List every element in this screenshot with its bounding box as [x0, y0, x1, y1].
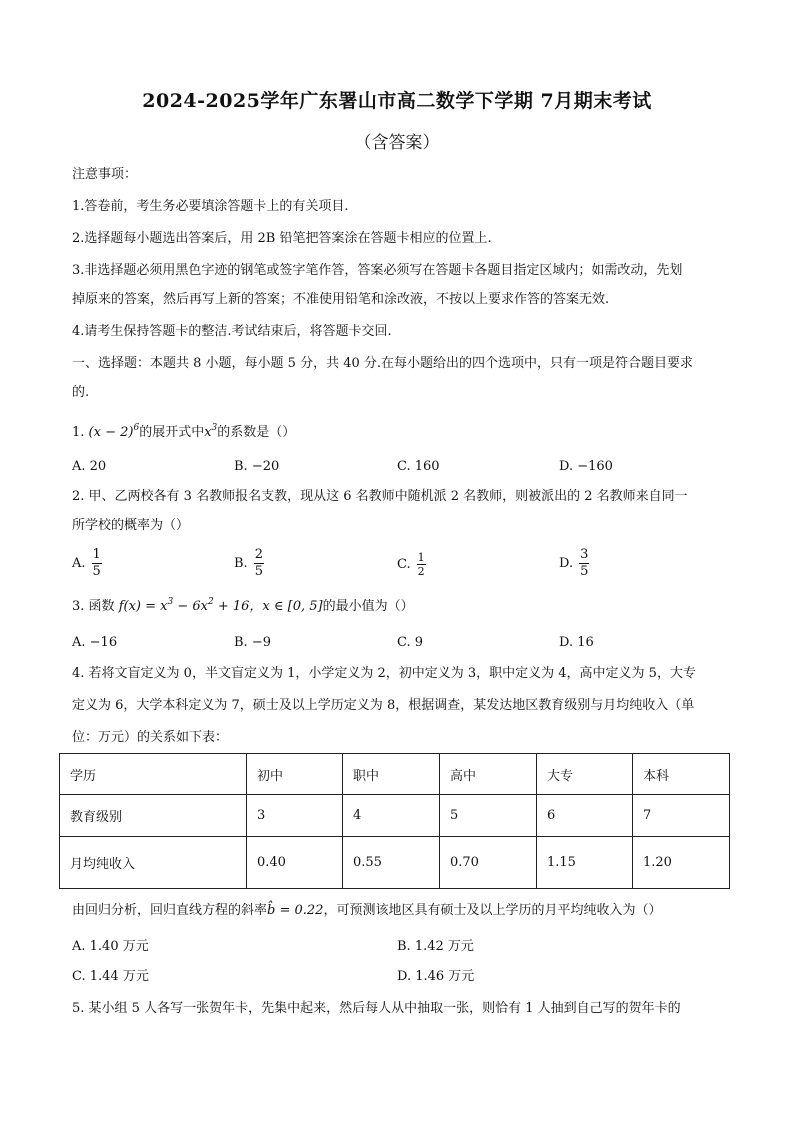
q1-option-d: D. −160 [559, 459, 613, 474]
question-text: 的系数是（） [217, 425, 296, 440]
table-cell: 0.40 [247, 837, 343, 889]
table-cell: 3 [247, 795, 343, 837]
fraction: $\frac{3}{5}$ [580, 547, 589, 579]
table-cell: 1.15 [537, 837, 633, 889]
fraction: $\frac{1}{5}$ [92, 547, 101, 579]
q4-option-a: A. 1.40 万元 [72, 939, 149, 954]
fraction: $\frac{1}{2}$ [417, 551, 425, 578]
question-number: 1. [72, 425, 85, 440]
q3-option-c: C. 9 [397, 635, 424, 650]
notes-heading: 注意事项： [72, 167, 138, 182]
section-heading: 一、选择题：本题共 8 小题，每小题 5 分，共 40 分.在每小题给出的四个选项中，只有一项是符合题目要求 [72, 356, 694, 371]
table-cell: 0.70 [440, 837, 537, 889]
math-expression: $(x - 2)^6$ [88, 423, 140, 440]
question-1 [72, 424, 732, 442]
question-text: 的展开式中 [139, 425, 205, 440]
note-item-4: 4.请考生保持答题卡的整洁.考试结束后，将答题卡交回. [72, 324, 392, 339]
section-heading-cont: 的. [72, 385, 90, 400]
note-item-3: 3.非选择题必须用黑色字迹的钢笔或签字笔作答，答案必须写在答题卡各题目指定区域内；如需改动，先划 [72, 263, 683, 278]
question-4-cont: 定义为 6，大学本科定义为 7，硕士及以上学历定义为 8，根据调查，某发达地区教育级别与月均纯收入（单 [72, 698, 695, 713]
question-4-regression: 由回归分析，回归直线方程的斜率b̂ = 0.22，可预测该地区具有硕士及以上学历的月平均纯收入为（） [72, 903, 662, 918]
table-cell: 教育级别 [60, 795, 247, 837]
q1-option-b: B. −20 [234, 459, 280, 474]
page-subtitle: （含答案） [354, 133, 440, 153]
fraction: $\frac{2}{5}$ [254, 547, 263, 579]
table-cell: 月均纯收入 [60, 837, 247, 889]
question-4-cont: 位：万元）的关系如下表： [72, 730, 229, 745]
math-variable: $x^3$ [204, 423, 218, 440]
q1-option-c: C. 160 [397, 459, 440, 474]
data-table [59, 753, 730, 889]
note-item-2: 2.选择题每小题选出答案后，用 2B 铅笔把答案涂在答题卡相应的位置上. [72, 231, 492, 246]
q4-option-c: C. 1.44 万元 [72, 969, 149, 984]
q3-option-a: A. −16 [72, 635, 118, 650]
table-cell: 高中 [440, 754, 537, 795]
q4-option-d: D. 1.46 万元 [397, 969, 475, 984]
table-cell: 大专 [537, 754, 633, 795]
math-slope: b̂ = 0.22 [267, 903, 324, 918]
table-row [60, 837, 730, 889]
q2-option-a: A. $\frac{1}{5}$ [72, 547, 101, 579]
math-function: $f(x) = x^3 - 6x^2 + 16$ [118, 597, 250, 614]
question-3: 3. 函数 $f(x) = x^3 - 6x^2 + 16$，x ∈ [0, 5]的最小值为（） [72, 597, 414, 614]
table-cell: 初中 [247, 754, 343, 795]
table-cell: 1.20 [633, 837, 730, 889]
note-item-3-cont: 掉原来的答案，然后再写上新的答案；不准使用铅笔和涂改液，不按以上要求作答的答案无效. [72, 292, 610, 307]
q1-option-a: A. 20 [72, 459, 107, 474]
page-title: 2024-2025学年广东署山市高二数学下学期 7月期末考试 [142, 90, 652, 112]
table-cell: 7 [633, 795, 730, 837]
table-cell: 6 [537, 795, 633, 837]
q4-option-b: B. 1.42 万元 [397, 939, 474, 954]
q2-option-c: C. $\frac{1}{2}$ [397, 551, 425, 578]
note-item-1: 1.答卷前，考生务必要填涂答题卡上的有关项目. [72, 199, 349, 214]
q3-option-d: D. 16 [559, 635, 594, 650]
table-row [60, 795, 730, 837]
q3-option-b: B. −9 [234, 635, 271, 650]
table-row [60, 754, 730, 795]
question-4: 4. 若将文盲定义为 0，半文盲定义为 1，小学定义为 2，初中定义为 3，职中定义为 4，高中定义为 5，大专 [72, 666, 696, 681]
table-cell: 0.55 [343, 837, 440, 889]
table-cell: 学历 [60, 754, 247, 795]
table-cell: 职中 [343, 754, 440, 795]
q2-option-b: B. $\frac{2}{5}$ [234, 547, 263, 579]
question-2: 2. 甲、乙两校各有 3 名教师报名支教，现从这 6 名教师中随机派 2 名教师，则被派出的 2 名教师来自同一 [72, 489, 688, 504]
table-cell: 5 [440, 795, 537, 837]
math-domain: ，x ∈ [0, 5] [249, 599, 323, 614]
q2-option-d: D. $\frac{3}{5}$ [559, 547, 589, 579]
question-5: 5. 某小组 5 人各写一张贺年卡，先集中起来，然后每人从中抽取一张，则恰有 1 人抽到自己写的贺年卡的 [72, 1001, 681, 1016]
question-2-cont: 所学校的概率为（） [72, 518, 190, 533]
table-cell: 4 [343, 795, 440, 837]
table-cell: 本科 [633, 754, 730, 795]
